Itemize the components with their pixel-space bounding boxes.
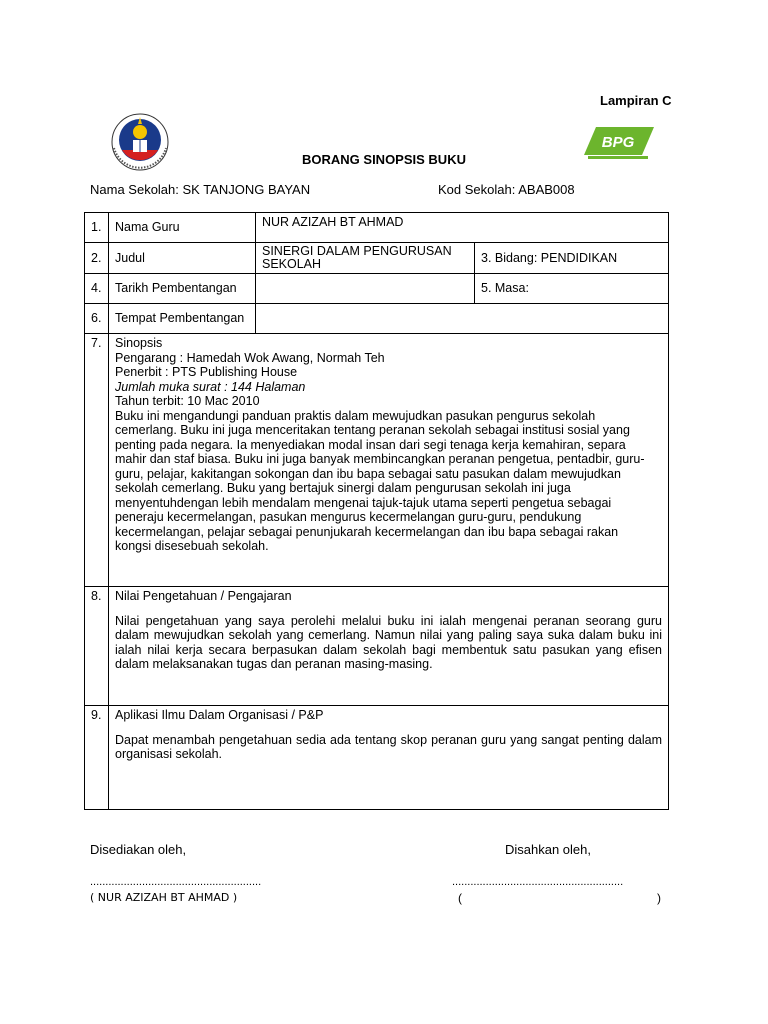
paren-close: ) xyxy=(657,891,661,905)
approved-by-name xyxy=(458,891,661,905)
field-value[interactable]: 3. Bidang: PENDIDIKAN xyxy=(475,243,669,274)
table-row xyxy=(85,304,669,334)
table-row xyxy=(85,274,669,304)
row-label: Nama Guru xyxy=(109,213,256,243)
row-number: 1. xyxy=(85,213,109,243)
synopsis-form-table xyxy=(84,212,669,810)
approved-by-label: Disahkan oleh, xyxy=(505,842,591,857)
table-row xyxy=(85,706,669,810)
teacher-name-value[interactable]: NUR AZIZAH BT AHMAD xyxy=(256,213,669,243)
title-value[interactable]: SINERGI DALAM PENGURUSAN SEKOLAH xyxy=(256,243,475,274)
table-row xyxy=(85,213,669,243)
school-name: Nama Sekolah: SK TANJONG BAYAN xyxy=(90,182,311,197)
publisher-line: Penerbit : PTS Publishing House xyxy=(115,365,298,379)
row-number: 6. xyxy=(85,304,109,334)
table-row xyxy=(85,243,669,274)
row-number: 7. xyxy=(85,334,109,587)
row-number: 4. xyxy=(85,274,109,304)
table-row xyxy=(85,334,669,587)
form-title: BORANG SINOPSIS BUKU xyxy=(302,152,466,167)
synopsis-cell[interactable] xyxy=(109,334,669,587)
knowledge-value-label: Nilai Pengetahuan / Pengajaran xyxy=(115,589,292,603)
row-number: 8. xyxy=(85,587,109,706)
synopsis-body: Buku ini mengandungi panduan praktis dalam mewujudkan pasukan pengurus sekolah cemerlang. Buku ini juga menceritakan tentang peranan sekolah sebagai institusi sosial yang penting pada negara. Ia menyediakan modal insan dari segi tenaga kerja kemahiran, separa mahir dan staf biasa. Buku ini juga banyak membincangkan peranan pengetua, pentadbir, guru-guru, pelajar, kakitangan sokongan dan ibu bapa sebagai satu pasukan dalam mewujudkan sekolah cemerlang. Buku yang bertajuk sinergi dalam pengurusan sekolah ini juga menyentuhdengan lebih mendalam mengenai tajuk-tajuk utama seperti pengetua sebagai peneraju kecermelangan, pasukan mengurus kecermelangan guru-guru, pendukung kecermelangan, pelajar sebagai penunjukarah kecermelangan dan ibu bapa sebagai rakan kongsi disesebuah sekolah. xyxy=(115,408,645,553)
application-label: Aplikasi Ilmu Dalam Organisasi / P&P xyxy=(115,708,324,722)
application-body: Dapat menambah pengetahuan sedia ada tentang skop peranan guru yang sangat penting dalam organisasi sekolah. xyxy=(115,732,662,761)
prepared-by-name: ( NUR AZIZAH BT AHMAD ) xyxy=(90,891,238,904)
school-code: Kod Sekolah: ABAB008 xyxy=(438,182,575,197)
author-line: Pengarang : Hamedah Wok Awang, Normah Teh xyxy=(115,350,385,365)
row-number: 2. xyxy=(85,243,109,274)
approved-signature-line: ........................................................ xyxy=(452,876,624,888)
prepared-by-label: Disediakan oleh, xyxy=(90,842,187,857)
table-row xyxy=(85,587,669,706)
bpg-logo-text: BPG xyxy=(601,134,635,151)
time-field[interactable]: 5. Masa: xyxy=(475,274,669,304)
synopsis-label: Sinopsis xyxy=(115,336,163,350)
lampiran-label: Lampiran C xyxy=(600,93,672,108)
row-label: Tarikh Pembentangan xyxy=(109,274,256,304)
knowledge-value-cell[interactable] xyxy=(109,587,669,706)
publish-year-line: Tahun terbit: 10 Mac 2010 xyxy=(115,394,260,408)
page-count-line: Jumlah muka surat : 144 Halaman xyxy=(115,379,306,394)
paren-open: ( xyxy=(458,891,462,905)
row-label: Judul xyxy=(109,243,256,274)
knowledge-value-body: Nilai pengetahuan yang saya perolehi melalui buku ini ialah mengenai peranan seorang guru dalam mewujudkan sekolah yang cemerlang. Namun nilai yang paling saya suka dalam buku ini ialah nilai kerja secara berpasukan dalam sekolah bagi membentuk satu pasukan yang efisen dalam melaksanakan tugas dan peranan masing-masing. xyxy=(115,613,662,671)
row-label: Tempat Pembentangan xyxy=(109,304,256,334)
row-number: 9. xyxy=(85,706,109,810)
prepared-signature-line: ........................................................ xyxy=(90,876,262,888)
application-cell[interactable] xyxy=(109,706,669,810)
presentation-place-value[interactable] xyxy=(256,304,669,334)
presentation-date-value[interactable] xyxy=(256,274,475,304)
